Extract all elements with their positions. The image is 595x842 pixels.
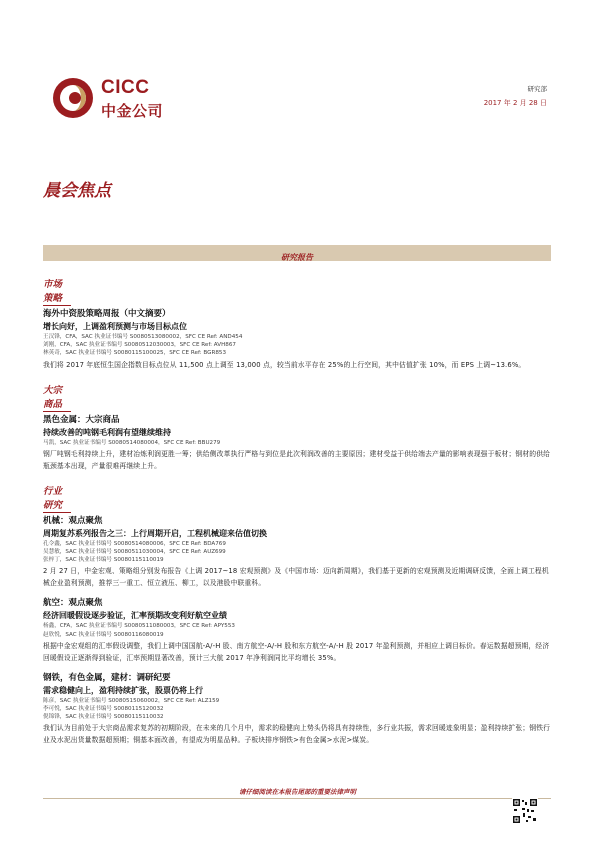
- section-commodities: [43, 382, 553, 472]
- author-line: 孔令鑫，SAC 执业证书编号 S0080514080006，SFC CE Ref: BDA769: [43, 540, 226, 547]
- section-heading: 行业研究: [43, 483, 71, 513]
- item-subtitle: 需求稳健向上，盈利持续扩张，股票仍将上行: [43, 685, 203, 695]
- item-summary: 钢厂吨钢毛利持续上升，建材冶炼利润更胜一筹；供给侧改革执行严格与到位是此次利润改善的主要原因；建材受益于供给端去产量的影响表现强于板材；钢材的供给瓶颈基本出现，产量很难再继续上升。: [43, 449, 551, 470]
- item-subtitle: 经济回暖假设逐步验证，汇率预期改变利好航空业绩: [43, 611, 227, 621]
- section-market-strategy: [43, 276, 553, 371]
- item-subtitle: 持续改善的吨钢毛利润有望继续维持: [43, 427, 171, 437]
- author-line: 林英奇，SAC 执业证书编号 S0080115100025，SFC CE Ref: BGR853: [43, 350, 227, 357]
- item-subtitle: 周期复苏系列报告之三：上行周期开启，工程机械迎来估值切换: [43, 528, 267, 538]
- section-banner: [43, 245, 551, 261]
- banner-label: 研究报告: [281, 253, 313, 262]
- footer-divider: [43, 798, 551, 799]
- author-line: 王汉锋，CFA，SAC 执业证书编号 S0080513080002，SFC CE Ref: AND454: [43, 334, 243, 340]
- item-title[interactable]: 钢铁，有色金属，建材：调研纪要: [43, 672, 171, 683]
- author-line: 赵欣悦，SAC 执业证书编号 S0080116080019: [43, 631, 164, 638]
- author-line: 刘刚，CFA，SAC 执业证书编号 S0080512030003，SFC CE Ref: AVH867: [43, 342, 236, 349]
- item-summary: 2 月 27 日，中金宏观、策略组分别发布报告《上调 2017~18 宏观预测》及《中国市场：迈向新周期》，我们基于更新的宏观预测及近期调研反馈，全面上调工程机械企业盈利预测，推荐三一重工、恒立液压、柳工，以及港股中联重科。: [43, 567, 549, 588]
- author-line: 李可悦，SAC 执业证书编号 S0080115120032: [43, 706, 164, 713]
- item-subtitle: 增长向好，上调盈利预测与市场目标点位: [43, 322, 187, 331]
- author-line: 吴慧敏，SAC 执业证书编号 S0080511030004，SFC CE Ref: AUZ699: [43, 549, 226, 556]
- item-title[interactable]: 机械：观点聚焦: [43, 515, 103, 526]
- page-title: 晨会焦点: [43, 181, 111, 201]
- item-title[interactable]: 海外中资股策略周报（中文摘要）: [43, 309, 171, 319]
- item-summary: 我们将 2017 年底恒生国企指数目标点位从 11,500 点上调至 13,000 点，较当前水平存在 25%的上行空间，其中估值扩张 10%，而 EPS 上调~13.6%。: [43, 360, 526, 369]
- logo-text-cn: 中金公司: [101, 102, 164, 120]
- legal-notice: 请仔细阅读在本报告尾部的重要法律声明: [239, 788, 356, 796]
- department-label: 研究部: [527, 85, 547, 93]
- item-title[interactable]: 航空：观点聚焦: [43, 598, 103, 609]
- report-date: 2017 年 2 月 28 日: [483, 99, 547, 107]
- logo-text-en: CICC: [101, 77, 150, 98]
- author-line: 杨鑫，CFA，SAC 执业证书编号 S0080511080003，SFC CE Ref: APY553: [43, 623, 235, 630]
- section-industry-research: [43, 483, 553, 747]
- report-content: [43, 276, 553, 749]
- qr-code-icon: [512, 798, 538, 824]
- author-line: 张梓丁，SAC 执业证书编号 S0080115110019: [43, 557, 164, 564]
- author-line: 马凯，SAC 执业证书编号 S0080514080004，SFC CE Ref: BBU279: [43, 439, 221, 446]
- item-summary: 我们认为目前处于大宗商品需求复苏的初期阶段，在未来的几个月中，需求的稳健向上势头仍将具有持续性，多行业共振，需求回暖迹象明显；盈利持续扩张；钢铁行业及水泥出货量数据超预期；铜基本面改善，有望成为明星品种。子板块排序钢铁>有色金属>水泥>煤炭。: [43, 724, 551, 745]
- section-heading: 市场策略: [43, 276, 71, 306]
- author-line: 倪锦锋，SAC 执业证书编号 S0080115110032: [43, 714, 164, 721]
- item-title[interactable]: 黑色金属：大宗商品: [43, 414, 120, 425]
- item-summary: 根据中金宏观组的汇率假设调整，我们上调中国国航-A/-H 股、南方航空-A/-H 股和东方航空-A/-H 股 2017 年盈利预测，并相应上调目标价。春运数据超预期，经济回暖假设正逐渐得到验证，汇率预期显著改善，预计三大航 2017 年净利润同比平均增长 35%。: [43, 641, 550, 662]
- author-line: 陈彦，SAC 执业证书编号 S0080515060002，SFC CE Ref: ALZ159: [43, 697, 220, 704]
- section-heading: 大宗商品: [43, 382, 71, 412]
